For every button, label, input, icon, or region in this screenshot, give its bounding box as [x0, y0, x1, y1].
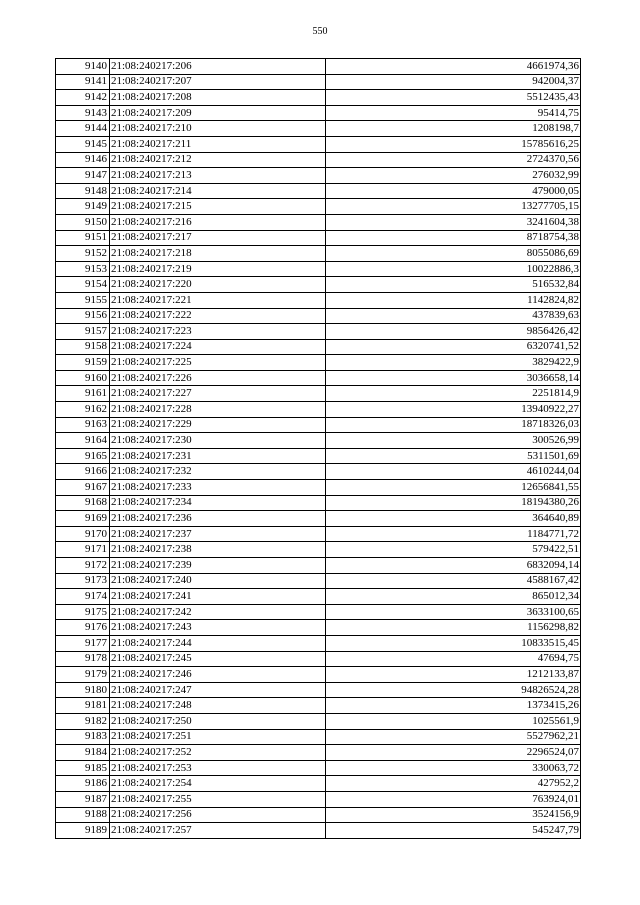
table-row [56, 667, 581, 683]
table-row [56, 713, 581, 729]
cadastral-number: 21:08:240217:227 [110, 386, 326, 402]
page-number: 550 [312, 26, 328, 37]
cadastral-number: 21:08:240217:244 [110, 635, 326, 651]
cadastral-number: 21:08:240217:247 [110, 682, 326, 698]
row-number: 9149 [56, 199, 110, 215]
cadastral-value: 300526,99 [326, 433, 581, 449]
cadastral-value: 95414,75 [326, 105, 581, 121]
cadastral-number: 21:08:240217:253 [110, 760, 326, 776]
table-row [56, 573, 581, 589]
cadastral-number: 21:08:240217:231 [110, 448, 326, 464]
row-number: 9170 [56, 526, 110, 542]
cadastral-number: 21:08:240217:229 [110, 417, 326, 433]
row-number: 9158 [56, 339, 110, 355]
row-number: 9183 [56, 729, 110, 745]
cadastral-value: 6320741,52 [326, 339, 581, 355]
cadastral-value: 364640,89 [326, 511, 581, 527]
table-row [56, 635, 581, 651]
row-number: 9163 [56, 417, 110, 433]
table-row [56, 620, 581, 636]
cadastral-number: 21:08:240217:216 [110, 214, 326, 230]
table-row [56, 558, 581, 574]
cadastral-number: 21:08:240217:208 [110, 90, 326, 106]
table-row [56, 776, 581, 792]
cadastral-value: 942004,37 [326, 74, 581, 90]
cadastral-value: 94826524,28 [326, 682, 581, 698]
table-row [56, 168, 581, 184]
cadastral-number: 21:08:240217:239 [110, 558, 326, 574]
cadastral-value: 545247,79 [326, 823, 581, 839]
cadastral-number: 21:08:240217:238 [110, 542, 326, 558]
table-row [56, 480, 581, 496]
cadastral-number: 21:08:240217:257 [110, 823, 326, 839]
table-row [56, 370, 581, 386]
cadastral-value: 1156298,82 [326, 620, 581, 636]
cadastral-number: 21:08:240217:213 [110, 168, 326, 184]
row-number: 9171 [56, 542, 110, 558]
table-row [56, 136, 581, 152]
table-row [56, 433, 581, 449]
table-row [56, 183, 581, 199]
table-row [56, 74, 581, 90]
table-row [56, 760, 581, 776]
cadastral-value: 1142824,82 [326, 292, 581, 308]
cadastral-number: 21:08:240217:240 [110, 573, 326, 589]
row-number: 9168 [56, 495, 110, 511]
cadastral-number: 21:08:240217:228 [110, 402, 326, 418]
cadastral-number: 21:08:240217:234 [110, 495, 326, 511]
cadastral-value: 4610244,04 [326, 464, 581, 480]
cadastral-number: 21:08:240217:251 [110, 729, 326, 745]
row-number: 9148 [56, 183, 110, 199]
cadastral-number: 21:08:240217:233 [110, 480, 326, 496]
cadastral-value: 1184771,72 [326, 526, 581, 542]
cadastral-value: 9856426,42 [326, 324, 581, 340]
cadastral-value: 3241604,38 [326, 214, 581, 230]
table-row [56, 745, 581, 761]
row-number: 9142 [56, 90, 110, 106]
row-number: 9162 [56, 402, 110, 418]
table-row [56, 59, 581, 75]
table-row [56, 402, 581, 418]
row-number: 9140 [56, 59, 110, 75]
row-number: 9178 [56, 651, 110, 667]
cadastral-number: 21:08:240217:254 [110, 776, 326, 792]
row-number: 9146 [56, 152, 110, 168]
row-number: 9182 [56, 713, 110, 729]
table-row [56, 464, 581, 480]
table-row [56, 386, 581, 402]
table-row [56, 324, 581, 340]
row-number: 9144 [56, 121, 110, 137]
table-row [56, 495, 581, 511]
row-number: 9159 [56, 355, 110, 371]
table-row [56, 823, 581, 839]
table-row [56, 246, 581, 262]
cadastral-value: 8055086,69 [326, 246, 581, 262]
row-number: 9172 [56, 558, 110, 574]
table-row [56, 292, 581, 308]
table-row [56, 511, 581, 527]
cadastral-number: 21:08:240217:217 [110, 230, 326, 246]
table-row [56, 589, 581, 605]
row-number: 9184 [56, 745, 110, 761]
table-row [56, 791, 581, 807]
cadastral-number: 21:08:240217:225 [110, 355, 326, 371]
row-number: 9151 [56, 230, 110, 246]
cadastral-value: 3633100,65 [326, 604, 581, 620]
cadastral-value: 330063,72 [326, 760, 581, 776]
cadastral-value: 1208198,7 [326, 121, 581, 137]
row-number: 9180 [56, 682, 110, 698]
row-number: 9143 [56, 105, 110, 121]
row-number: 9157 [56, 324, 110, 340]
cadastral-number: 21:08:240217:241 [110, 589, 326, 605]
table-row [56, 417, 581, 433]
table-row [56, 105, 581, 121]
row-number: 9185 [56, 760, 110, 776]
cadastral-number: 21:08:240217:224 [110, 339, 326, 355]
table-row [56, 542, 581, 558]
table-row [56, 199, 581, 215]
row-number: 9147 [56, 168, 110, 184]
cadastral-value: 4588167,42 [326, 573, 581, 589]
cadastral-number: 21:08:240217:215 [110, 199, 326, 215]
cadastral-number: 21:08:240217:212 [110, 152, 326, 168]
table-row [56, 807, 581, 823]
cadastral-value: 13940922,27 [326, 402, 581, 418]
cadastral-value: 1373415,26 [326, 698, 581, 714]
row-number: 9176 [56, 620, 110, 636]
cadastral-value: 2251814,9 [326, 386, 581, 402]
row-number: 9173 [56, 573, 110, 589]
row-number: 9169 [56, 511, 110, 527]
row-number: 9177 [56, 635, 110, 651]
row-number: 9153 [56, 261, 110, 277]
table-row [56, 682, 581, 698]
cadastral-value: 763924,01 [326, 791, 581, 807]
cadastral-number: 21:08:240217:214 [110, 183, 326, 199]
table-row [56, 698, 581, 714]
row-number: 9189 [56, 823, 110, 839]
cadastral-number: 21:08:240217:245 [110, 651, 326, 667]
cadastral-value: 15785616,25 [326, 136, 581, 152]
cadastral-number: 21:08:240217:242 [110, 604, 326, 620]
row-number: 9167 [56, 480, 110, 496]
cadastral-value: 479000,05 [326, 183, 581, 199]
row-number: 9181 [56, 698, 110, 714]
cadastral-value: 427952,2 [326, 776, 581, 792]
row-number: 9160 [56, 370, 110, 386]
cadastral-number: 21:08:240217:210 [110, 121, 326, 137]
row-number: 9187 [56, 791, 110, 807]
cadastral-number: 21:08:240217:237 [110, 526, 326, 542]
cadastral-number: 21:08:240217:218 [110, 246, 326, 262]
row-number: 9156 [56, 308, 110, 324]
table-row [56, 355, 581, 371]
cadastral-value: 437839,63 [326, 308, 581, 324]
cadastral-number: 21:08:240217:226 [110, 370, 326, 386]
row-number: 9152 [56, 246, 110, 262]
table-row [56, 526, 581, 542]
row-number: 9154 [56, 277, 110, 293]
cadastral-value: 1212133,87 [326, 667, 581, 683]
table-row [56, 90, 581, 106]
cadastral-value: 3829422,9 [326, 355, 581, 371]
cadastral-number: 21:08:240217:236 [110, 511, 326, 527]
cadastral-number: 21:08:240217:232 [110, 464, 326, 480]
cadastral-value: 2296524,07 [326, 745, 581, 761]
row-number: 9186 [56, 776, 110, 792]
row-number: 9165 [56, 448, 110, 464]
row-number: 9188 [56, 807, 110, 823]
row-number: 9141 [56, 74, 110, 90]
cadastral-table [55, 58, 581, 839]
table-row [56, 604, 581, 620]
table-body [56, 59, 581, 839]
cadastral-value: 4661974,36 [326, 59, 581, 75]
cadastral-value: 2724370,56 [326, 152, 581, 168]
row-number: 9166 [56, 464, 110, 480]
table-row [56, 651, 581, 667]
row-number: 9164 [56, 433, 110, 449]
table-row [56, 277, 581, 293]
row-number: 9179 [56, 667, 110, 683]
table-row [56, 729, 581, 745]
table-row [56, 261, 581, 277]
table-row [56, 308, 581, 324]
cadastral-number: 21:08:240217:230 [110, 433, 326, 449]
cadastral-value: 47694,75 [326, 651, 581, 667]
cadastral-number: 21:08:240217:220 [110, 277, 326, 293]
cadastral-value: 8718754,38 [326, 230, 581, 246]
cadastral-number: 21:08:240217:243 [110, 620, 326, 636]
cadastral-number: 21:08:240217:211 [110, 136, 326, 152]
table-row [56, 214, 581, 230]
cadastral-value: 10022886,3 [326, 261, 581, 277]
cadastral-value: 12656841,55 [326, 480, 581, 496]
table-row [56, 121, 581, 137]
cadastral-value: 579422,51 [326, 542, 581, 558]
cadastral-value: 516532,84 [326, 277, 581, 293]
table-row [56, 152, 581, 168]
cadastral-value: 276032,99 [326, 168, 581, 184]
cadastral-value: 10833515,45 [326, 635, 581, 651]
table-row [56, 448, 581, 464]
cadastral-number: 21:08:240217:250 [110, 713, 326, 729]
cadastral-number: 21:08:240217:206 [110, 59, 326, 75]
cadastral-number: 21:08:240217:221 [110, 292, 326, 308]
table-row [56, 230, 581, 246]
row-number: 9175 [56, 604, 110, 620]
cadastral-value: 13277705,15 [326, 199, 581, 215]
cadastral-value: 3524156,9 [326, 807, 581, 823]
row-number: 9150 [56, 214, 110, 230]
cadastral-number: 21:08:240217:248 [110, 698, 326, 714]
cadastral-value: 865012,34 [326, 589, 581, 605]
cadastral-value: 5311501,69 [326, 448, 581, 464]
cadastral-number: 21:08:240217:209 [110, 105, 326, 121]
cadastral-value: 5527962,21 [326, 729, 581, 745]
row-number: 9161 [56, 386, 110, 402]
table-row [56, 339, 581, 355]
cadastral-value: 18718326,03 [326, 417, 581, 433]
cadastral-number: 21:08:240217:222 [110, 308, 326, 324]
cadastral-value: 5512435,43 [326, 90, 581, 106]
cadastral-value: 18194380,26 [326, 495, 581, 511]
cadastral-number: 21:08:240217:207 [110, 74, 326, 90]
row-number: 9174 [56, 589, 110, 605]
cadastral-number: 21:08:240217:252 [110, 745, 326, 761]
cadastral-value: 3036658,14 [326, 370, 581, 386]
cadastral-number: 21:08:240217:256 [110, 807, 326, 823]
cadastral-number: 21:08:240217:223 [110, 324, 326, 340]
row-number: 9155 [56, 292, 110, 308]
cadastral-number: 21:08:240217:255 [110, 791, 326, 807]
row-number: 9145 [56, 136, 110, 152]
cadastral-value: 6832094,14 [326, 558, 581, 574]
cadastral-value: 1025561,9 [326, 713, 581, 729]
cadastral-number: 21:08:240217:219 [110, 261, 326, 277]
cadastral-number: 21:08:240217:246 [110, 667, 326, 683]
